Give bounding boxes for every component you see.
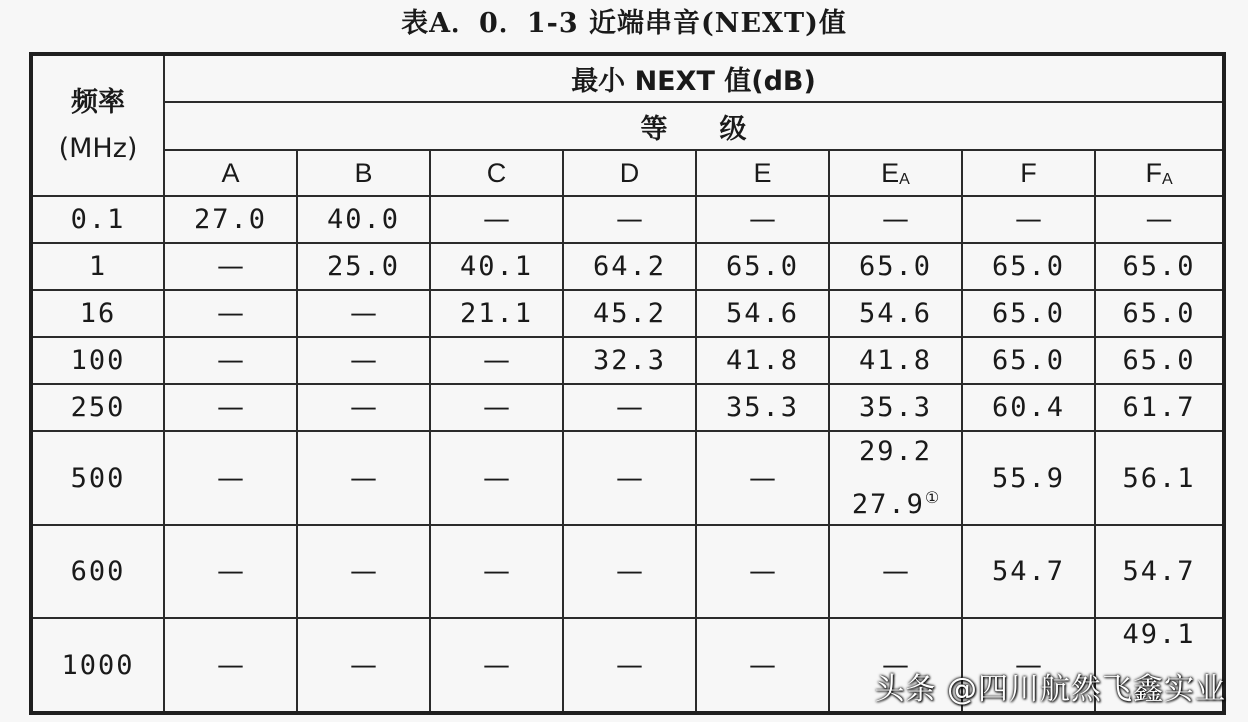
not-applicable-dash: — bbox=[749, 649, 776, 681]
not-applicable-dash: — bbox=[350, 649, 377, 681]
next-table bbox=[29, 52, 1226, 715]
frequency-cell: 1000 bbox=[31, 618, 164, 713]
value-cell bbox=[1095, 243, 1224, 290]
not-applicable-dash: — bbox=[749, 462, 776, 494]
value-cell bbox=[430, 337, 563, 384]
min-next-header: 最小 NEXT 值(dB) bbox=[164, 54, 1224, 102]
not-applicable-dash: — bbox=[483, 649, 510, 681]
not-applicable-dash: — bbox=[217, 556, 244, 587]
value-cell bbox=[297, 384, 430, 431]
next-value: 25.0 bbox=[326, 251, 401, 282]
value-cell bbox=[962, 431, 1095, 525]
value-cell bbox=[430, 290, 563, 337]
next-value: 65.0 bbox=[991, 251, 1066, 282]
value-cell bbox=[430, 384, 563, 431]
not-applicable-dash: — bbox=[350, 298, 377, 329]
not-applicable-dash: — bbox=[616, 204, 643, 235]
next-value: 32.3 bbox=[592, 345, 667, 376]
value-cell bbox=[962, 337, 1095, 384]
value-cell bbox=[563, 618, 696, 713]
value-cell bbox=[696, 337, 829, 384]
value-cell bbox=[430, 431, 563, 525]
table-row bbox=[31, 337, 1224, 384]
grade-letter: A bbox=[221, 157, 240, 188]
not-applicable-dash: — bbox=[483, 556, 510, 587]
grade-column-header bbox=[962, 150, 1095, 196]
not-applicable-dash: — bbox=[616, 556, 643, 587]
next-value: 21.1 bbox=[459, 298, 534, 329]
grade-column-header bbox=[563, 150, 696, 196]
not-applicable-dash: — bbox=[483, 204, 510, 235]
not-applicable-dash: — bbox=[483, 462, 510, 494]
frequency-cell: 0.1 bbox=[31, 196, 164, 243]
not-applicable-dash: — bbox=[217, 298, 244, 329]
not-applicable-dash: — bbox=[1145, 204, 1173, 235]
not-applicable-dash: — bbox=[350, 462, 377, 494]
frequency-cell: 100 bbox=[31, 337, 164, 384]
next-value: 54.7 bbox=[991, 556, 1066, 587]
table-row bbox=[31, 243, 1224, 290]
not-applicable-dash: — bbox=[616, 392, 643, 423]
value-cell bbox=[962, 290, 1095, 337]
table-row bbox=[31, 431, 1224, 525]
value-cell bbox=[563, 431, 696, 525]
grade-letter: B bbox=[354, 157, 373, 188]
not-applicable-dash: — bbox=[217, 392, 244, 423]
next-value: 65.0 bbox=[1122, 251, 1196, 282]
grade-column-header bbox=[164, 150, 297, 196]
value-stack bbox=[830, 436, 961, 520]
grade-column-header bbox=[696, 150, 829, 196]
next-value: 64.2 bbox=[592, 251, 667, 282]
not-applicable-dash: — bbox=[350, 345, 377, 376]
next-value: 54.7 bbox=[1122, 556, 1196, 587]
value-cell bbox=[829, 290, 962, 337]
grade-letter: F bbox=[1145, 157, 1162, 188]
next-value: 65.0 bbox=[1122, 298, 1196, 329]
value-cell bbox=[297, 196, 430, 243]
not-applicable-dash: — bbox=[882, 204, 909, 235]
value-cell bbox=[962, 196, 1095, 243]
not-applicable-dash: — bbox=[217, 462, 244, 494]
not-applicable-dash: — bbox=[882, 556, 909, 587]
value-cell bbox=[1095, 384, 1224, 431]
value-cell bbox=[563, 525, 696, 618]
value-cell bbox=[164, 618, 297, 713]
value-cell bbox=[829, 384, 962, 431]
not-applicable-dash: — bbox=[350, 556, 377, 587]
next-value: 27.9 bbox=[851, 489, 925, 520]
grade-letter: E bbox=[881, 157, 900, 188]
watermark: 头条 @四川航然飞鑫实业 bbox=[874, 672, 1226, 707]
frequency-unit: (MHz) bbox=[58, 132, 138, 164]
next-value: 65.0 bbox=[858, 251, 933, 282]
value-cell bbox=[829, 243, 962, 290]
not-applicable-dash: — bbox=[350, 392, 377, 423]
value-cell bbox=[1095, 525, 1224, 618]
value-cell bbox=[962, 243, 1095, 290]
value-cell bbox=[696, 431, 829, 525]
footnote-marker: ① bbox=[924, 488, 940, 507]
value-cell bbox=[430, 525, 563, 618]
value-cell bbox=[1095, 431, 1224, 525]
value-cell bbox=[164, 290, 297, 337]
next-value: 65.0 bbox=[725, 251, 800, 282]
value-cell bbox=[164, 384, 297, 431]
value-cell bbox=[164, 525, 297, 618]
grade-letter: E bbox=[753, 157, 772, 188]
value-cell bbox=[164, 431, 297, 525]
grade-column-header bbox=[829, 150, 962, 196]
grade-column-header bbox=[1095, 150, 1224, 196]
value-cell bbox=[430, 243, 563, 290]
not-applicable-dash: — bbox=[749, 204, 776, 235]
grade-subscript: A bbox=[1161, 170, 1173, 188]
value-cell bbox=[297, 431, 430, 525]
value-cell bbox=[563, 196, 696, 243]
value-cell bbox=[696, 384, 829, 431]
value-cell bbox=[696, 243, 829, 290]
value-cell bbox=[829, 337, 962, 384]
grade-subscript: A bbox=[899, 170, 910, 188]
grade-letter: D bbox=[619, 157, 640, 188]
not-applicable-dash: — bbox=[217, 649, 244, 681]
next-value: 65.0 bbox=[1122, 345, 1196, 376]
value-cell bbox=[696, 290, 829, 337]
value-cell bbox=[563, 290, 696, 337]
frequency-cell: 250 bbox=[31, 384, 164, 431]
not-applicable-dash: — bbox=[749, 556, 776, 587]
grade-letter: C bbox=[486, 157, 507, 188]
value-cell bbox=[563, 384, 696, 431]
grade-letter: F bbox=[1020, 157, 1037, 188]
table-title: 表A．0．1-3 近端串音(NEXT)值 bbox=[401, 8, 847, 39]
next-value: 54.6 bbox=[725, 298, 800, 329]
value-cell bbox=[164, 196, 297, 243]
frequency-cell: 1 bbox=[31, 243, 164, 290]
frequency-cell: 500 bbox=[31, 431, 164, 525]
not-applicable-dash: — bbox=[483, 345, 510, 376]
not-applicable-dash: — bbox=[217, 345, 244, 376]
value-cell bbox=[164, 243, 297, 290]
next-value: 41.8 bbox=[858, 345, 933, 376]
next-value: 29.2 bbox=[858, 436, 933, 467]
value-cell bbox=[430, 196, 563, 243]
next-value: 41.8 bbox=[725, 345, 800, 376]
next-value: 27.0 bbox=[193, 204, 268, 235]
not-applicable-dash: — bbox=[616, 649, 643, 681]
value-cell bbox=[164, 337, 297, 384]
next-value: 45.2 bbox=[592, 298, 667, 329]
value-cell bbox=[962, 384, 1095, 431]
value-cell bbox=[696, 618, 829, 713]
frequency-cell: 16 bbox=[31, 290, 164, 337]
value-cell bbox=[1095, 337, 1224, 384]
next-value: 65.0 bbox=[991, 345, 1066, 376]
next-value: 54.6 bbox=[858, 298, 933, 329]
table-row bbox=[31, 290, 1224, 337]
next-value: 40.0 bbox=[326, 204, 401, 235]
value-cell bbox=[696, 196, 829, 243]
frequency-cell: 600 bbox=[31, 525, 164, 618]
value-line bbox=[852, 488, 939, 520]
next-value: 35.3 bbox=[858, 392, 933, 423]
value-cell bbox=[297, 525, 430, 618]
not-applicable-dash: — bbox=[616, 462, 643, 494]
value-cell bbox=[829, 196, 962, 243]
not-applicable-dash: — bbox=[217, 251, 244, 282]
next-value: 60.4 bbox=[991, 392, 1066, 423]
value-cell bbox=[297, 337, 430, 384]
value-cell bbox=[563, 337, 696, 384]
grade-column-header bbox=[297, 150, 430, 196]
next-value: 49.1 bbox=[1122, 619, 1196, 650]
value-line bbox=[859, 436, 932, 467]
frequency-label: 频率 bbox=[71, 86, 125, 118]
grade-column-header bbox=[430, 150, 563, 196]
value-cell bbox=[297, 290, 430, 337]
value-cell bbox=[829, 431, 962, 525]
next-value: 40.1 bbox=[459, 251, 534, 282]
value-cell bbox=[696, 525, 829, 618]
next-value: 61.7 bbox=[1122, 392, 1196, 423]
not-applicable-dash: — bbox=[882, 649, 909, 681]
next-value: 56.1 bbox=[1122, 462, 1196, 494]
table-row bbox=[31, 384, 1224, 431]
grade-header: 等级 bbox=[164, 102, 1224, 150]
table-row bbox=[31, 196, 1224, 243]
not-applicable-dash: — bbox=[483, 392, 510, 423]
value-cell bbox=[430, 618, 563, 713]
table-row bbox=[31, 525, 1224, 618]
next-value: 35.3 bbox=[725, 392, 800, 423]
frequency-header bbox=[31, 54, 164, 196]
next-value: 65.0 bbox=[991, 298, 1066, 329]
value-cell bbox=[563, 243, 696, 290]
next-value: 55.9 bbox=[991, 462, 1066, 494]
value-cell bbox=[829, 525, 962, 618]
value-cell bbox=[297, 243, 430, 290]
not-applicable-dash: — bbox=[1015, 204, 1042, 235]
value-cell bbox=[1095, 290, 1224, 337]
value-cell bbox=[297, 618, 430, 713]
not-applicable-dash: — bbox=[1015, 649, 1042, 681]
value-cell bbox=[1095, 196, 1224, 243]
value-cell bbox=[962, 525, 1095, 618]
